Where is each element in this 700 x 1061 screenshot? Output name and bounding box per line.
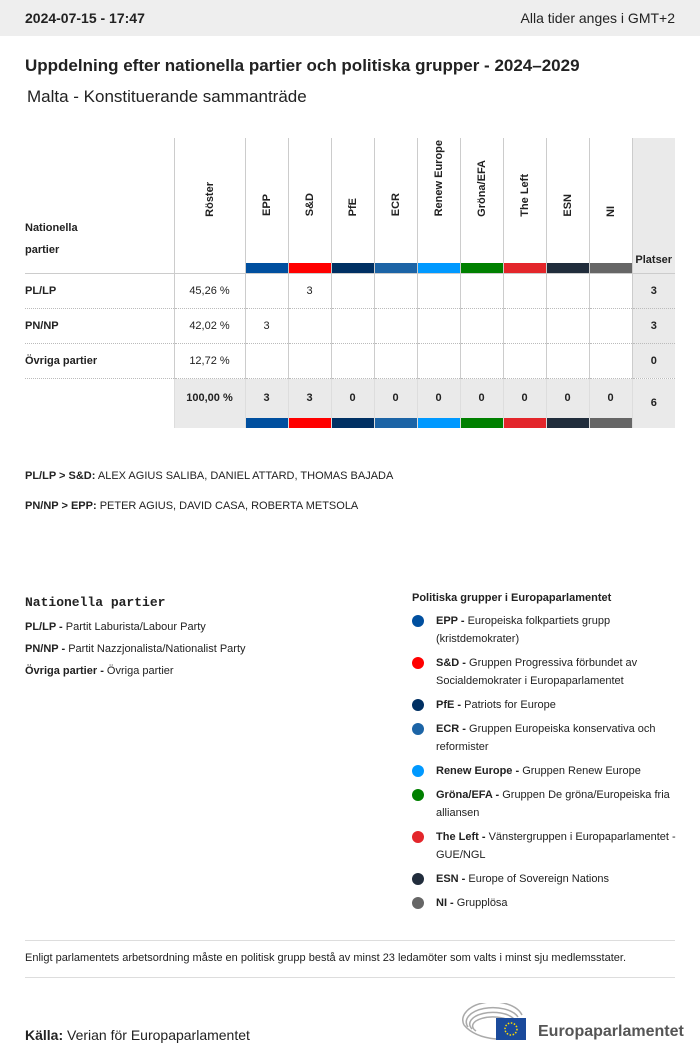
color-dot-icon — [412, 897, 424, 909]
seat-cell — [589, 273, 632, 308]
table-row — [25, 343, 675, 378]
seat-cell — [331, 273, 374, 308]
party-name: Övriga partier — [25, 343, 174, 378]
seat-cell — [503, 273, 546, 308]
european-parliament-logo: Europaparlamentet — [462, 1003, 684, 1043]
party-name: PL/LP — [25, 273, 174, 308]
seats-total: 0 — [632, 343, 675, 378]
votes: 42,02 % — [174, 308, 245, 343]
seat-cell — [546, 308, 589, 343]
seats-total: 3 — [632, 308, 675, 343]
seat-cell — [245, 343, 288, 378]
group-total: 0 — [589, 378, 632, 428]
rules-note: Enligt parlamentets arbetsordning måste en politisk grupp bestå av minst 23 ledamöter som valts i minst sju medlemsstater. — [25, 940, 675, 978]
seat-cell — [417, 343, 460, 378]
votes-total: 100,00 % — [174, 378, 245, 428]
color-dot-icon — [412, 699, 424, 711]
total-row — [25, 378, 675, 428]
group-legend-item: Gröna/EFA - Gruppen De gröna/Europeiska fria alliansen — [412, 786, 682, 822]
group-color-bar — [504, 418, 546, 428]
header-group-esn: ESN — [546, 138, 589, 273]
group-legend-item: Renew Europe - Gruppen Renew Europe — [412, 762, 682, 780]
group-color-bar — [289, 263, 331, 273]
group-color-bar — [332, 418, 374, 428]
group-legend-item: NI - Grupplösa — [412, 894, 682, 912]
group-legend-item: S&D - Gruppen Progressiva förbundet av Socialdemokrater i Europaparlamentet — [412, 654, 682, 690]
seat-cell — [503, 343, 546, 378]
header-group-epp: EPP — [245, 138, 288, 273]
group-total: 3 — [245, 378, 288, 428]
group-color-bar — [289, 418, 331, 428]
header-group-grnaefa: Gröna/EFA — [460, 138, 503, 273]
seat-cell — [460, 273, 503, 308]
group-total: 3 — [288, 378, 331, 428]
header-group-theleft: The Left — [503, 138, 546, 273]
seat-cell — [503, 308, 546, 343]
header-national-parties: Nationella partier — [25, 221, 78, 256]
group-color-bar — [590, 263, 632, 273]
results-table — [25, 138, 675, 428]
color-dot-icon — [412, 657, 424, 669]
seat-cell — [288, 308, 331, 343]
seat-cell — [417, 273, 460, 308]
seats-grand-total: 6 — [632, 378, 675, 428]
seat-cell — [417, 308, 460, 343]
timezone-note: Alla tider anges i GMT+2 — [520, 10, 675, 26]
group-total: 0 — [417, 378, 460, 428]
table-row — [25, 273, 675, 308]
seat-cell — [374, 273, 417, 308]
color-dot-icon — [412, 789, 424, 801]
header-group-ni: NI — [589, 138, 632, 273]
table-row — [25, 308, 675, 343]
member-list: PN/NP > EPP: PETER AGIUS, DAVID CASA, ROBERTA METSOLA — [25, 500, 359, 512]
group-color-bar — [547, 263, 589, 273]
datetime: 2024-07-15 - 17:47 — [25, 10, 145, 26]
header-group-sd: S&D — [288, 138, 331, 273]
seat-cell — [331, 308, 374, 343]
group-total: 0 — [331, 378, 374, 428]
seat-cell: 3 — [288, 273, 331, 308]
group-color-bar — [418, 418, 460, 428]
hemicycle-icon — [462, 1003, 532, 1043]
political-group-legend: Politiska grupper i Europaparlamentet EPP - Europeiska folkpartiets grupp (kristdemokrater) S&D - Gruppen Progressiva förbundet av Socialdemokrater i Europaparlamentet PfE - Patriots for Europe ECR - Gruppen Europeiska konservativa och reformister Renew Europe - Gruppen Renew Europe Gröna/EFA - Gruppen De gröna/Europeiska fria alliansen The Left - Vänstergruppen i Europaparlamentet - GUE/NGL ESN - Europe of Sovereign Nations NI - Grupplösa — [412, 592, 682, 918]
seat-cell — [460, 343, 503, 378]
group-total: 0 — [374, 378, 417, 428]
group-color-bar — [461, 418, 503, 428]
group-color-bar — [547, 418, 589, 428]
national-party-legend-item: PL/LP - Partit Laburista/Labour Party — [25, 621, 206, 633]
group-color-bar — [332, 263, 374, 273]
member-list: PL/LP > S&D: ALEX AGIUS SALIBA, DANIEL ATTARD, THOMAS BAJADA — [25, 470, 394, 482]
group-color-bar — [418, 263, 460, 273]
group-total: 0 — [460, 378, 503, 428]
group-color-bar — [375, 418, 417, 428]
group-legend-item: EPP - Europeiska folkpartiets grupp (kristdemokrater) — [412, 612, 682, 648]
seats-total: 3 — [632, 273, 675, 308]
source: Källa: Verian för Europaparlamentet — [25, 1027, 250, 1043]
seat-cell — [460, 308, 503, 343]
party-name: PN/NP — [25, 308, 174, 343]
national-party-legend-item: Övriga partier - Övriga partier — [25, 665, 174, 677]
group-color-bar — [246, 263, 288, 273]
seat-cell — [589, 308, 632, 343]
header-group-ecr: ECR — [374, 138, 417, 273]
national-party-legend: Nationella partier PL/LP - Partit Laburista/Labour Party PN/NP - Partit Nazzjonalista/Nationalist Party Övriga partier - Övriga partier — [25, 592, 246, 682]
color-dot-icon — [412, 873, 424, 885]
group-color-bar — [375, 263, 417, 273]
group-legend-item: PfE - Patriots for Europe — [412, 696, 682, 714]
seat-cell — [374, 308, 417, 343]
header-group-pfe: PfE — [331, 138, 374, 273]
group-color-bar — [461, 263, 503, 273]
seat-cell — [589, 343, 632, 378]
page-title: Uppdelning efter nationella partier och politiska grupper - 2024–2029 — [25, 56, 580, 75]
color-dot-icon — [412, 831, 424, 843]
seat-cell: 3 — [245, 308, 288, 343]
group-color-bar — [504, 263, 546, 273]
seat-cell — [245, 273, 288, 308]
group-total: 0 — [546, 378, 589, 428]
top-bar — [0, 0, 700, 36]
national-party-legend-item: PN/NP - Partit Nazzjonalista/Nationalist Party — [25, 643, 246, 655]
group-legend-item: ECR - Gruppen Europeiska konservativa och reformister — [412, 720, 682, 756]
color-dot-icon — [412, 723, 424, 735]
group-color-bar — [590, 418, 632, 428]
color-dot-icon — [412, 765, 424, 777]
header-group-reneweurope: Renew Europe — [417, 138, 460, 273]
votes: 12,72 % — [174, 343, 245, 378]
votes: 45,26 % — [174, 273, 245, 308]
page-subtitle: Malta - Konstituerande sammanträde — [27, 87, 307, 106]
seat-cell — [374, 343, 417, 378]
group-color-bar — [246, 418, 288, 428]
header-votes: Röster — [174, 138, 245, 273]
group-total: 0 — [503, 378, 546, 428]
seat-cell — [331, 343, 374, 378]
color-dot-icon — [412, 615, 424, 627]
header-seats: Platser — [632, 138, 675, 273]
seat-cell — [546, 273, 589, 308]
seat-cell — [546, 343, 589, 378]
seat-cell — [288, 343, 331, 378]
group-legend-item: ESN - Europe of Sovereign Nations — [412, 870, 682, 888]
group-legend-item: The Left - Vänstergruppen i Europaparlamentet - GUE/NGL — [412, 828, 682, 864]
